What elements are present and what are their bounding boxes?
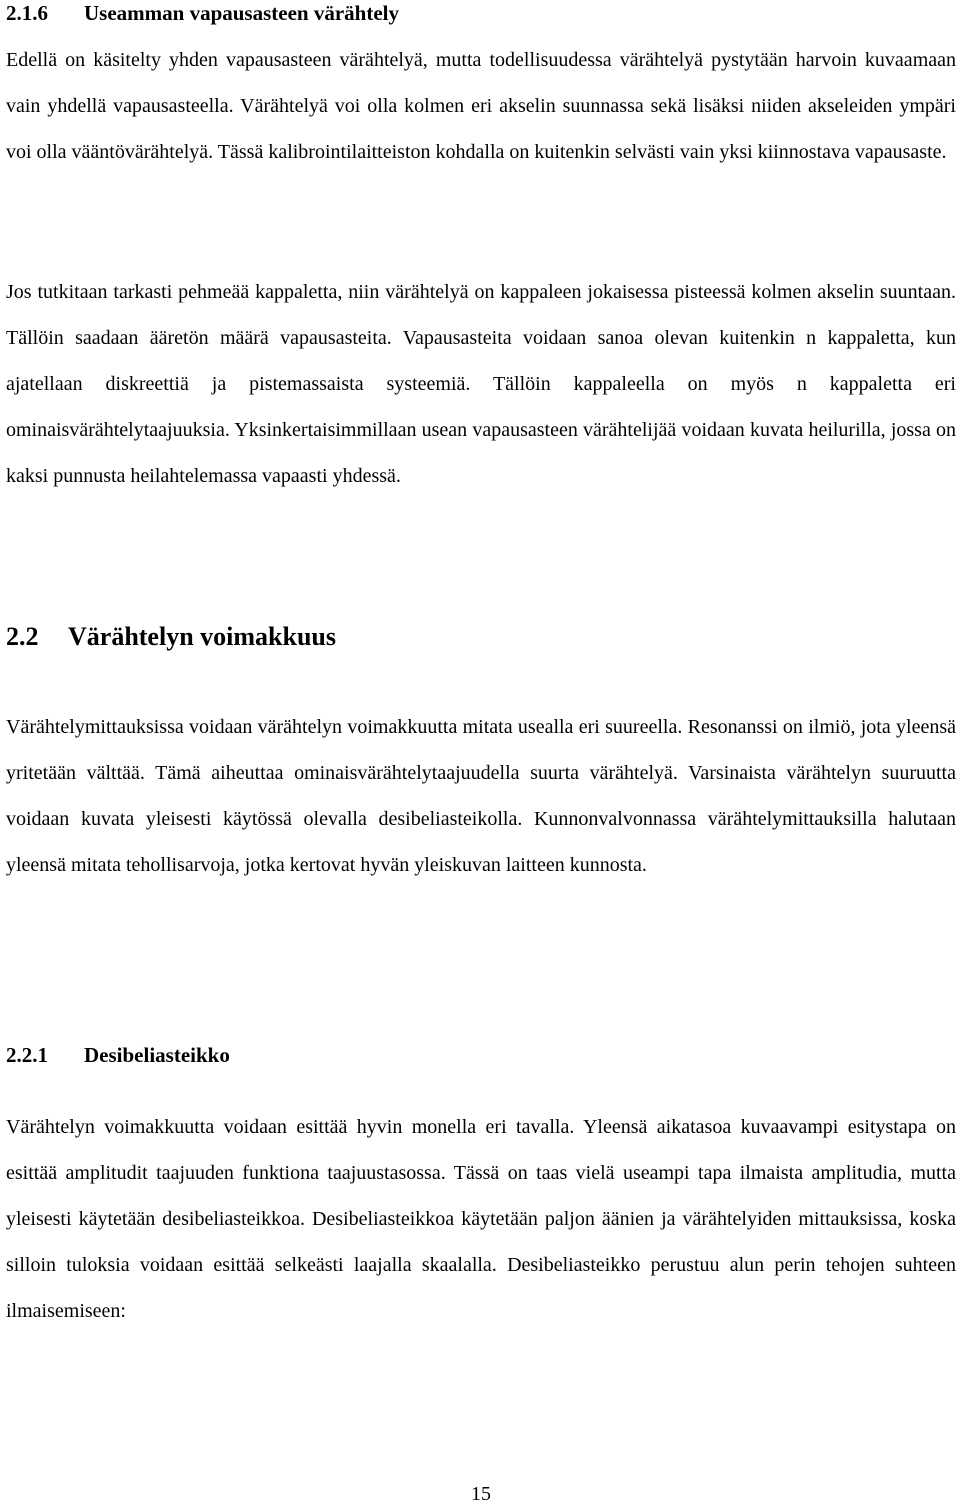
paragraph: Värähtelymittauksissa voidaan värähtelyn voimakkuutta mitata usealla eri suureella. Resonanssi on ilmiö, jota yleensä yritetään välttää. Tämä aiheuttaa ominaisvärähtelytaajuudella suurta värähtelyä. Varsinaista värähtelyn suuruutta voidaan kuvata yleisesti käytössä olevalla desibeliasteikolla. Kunnonvalvonnassa värähtelymittauksilla halutaan yleensä mitata tehollisarvoja, jotka kertovat hyvän yleiskuvan laitteen kunnosta. [6,716,956,876]
section-heading-2-2-1 [6,1043,230,1067]
section-heading-2-1-6 [6,1,399,25]
page-number: 15 [471,1483,491,1505]
document-page [6,0,956,1504]
paragraph: Värähtelyn voimakkuutta voidaan esittää hyvin monella eri tavalla. Yleensä aikatasoa kuvaavampi esitystapa on esittää amplitudit taajuuden funktiona taajuustasossa. Tässä on taas vielä useampi tapa ilmaista amplitudia, mutta yleisesti käytetään desibeliasteikkoa. Desibeliasteikkoa käytetään paljon äänien ja värähtelyiden mittauksissa, koska silloin tuloksia voidaan esittää selkeästi laajalla skaalalla. Desibeliasteikko perustuu alun perin tehojen suhteen ilmaisemiseen: [6,1116,956,1322]
section-number: 2.2 [6,622,39,651]
section-title: Värähtelyn voimakkuus [68,622,336,651]
paragraph: Edellä on käsitelty yhden vapausasteen värähtelyä, mutta todellisuudessa värähtelyä pystytään harvoin kuvaamaan vain yhdellä vapausasteella. Värähtelyä voi olla kolmen eri akselin suunnassa sekä lisäksi niiden akseleiden ympäri voi olla vääntövärähtelyä. Tässä kalibrointilaitteiston kohdalla on kuitenkin selvästi vain yksi kiinnostava vapausaste. [6,49,956,163]
section-number: 2.2.1 [6,1043,48,1067]
paragraph: Jos tutkitaan tarkasti pehmeää kappaletta, niin värähtelyä on kappaleen jokaisessa pisteessä kolmen akselin suuntaan. Tällöin saadaan ääretön määrä vapausasteita. Vapausasteita voidaan sanoa olevan kuitenkin n kappaletta, kun ajatellaan diskreettiä ja pistemassaista systeemiä. Tällöin kappaleella on myös n kappaletta eri ominaisvärähtelytaajuuksia. Yksinkertaisimmillaan usean vapausasteen värähtelijää voidaan kuvata heilurilla, jossa on kaksi punnusta heilahtelemassa vapaasti yhdessä. [6,281,956,487]
section-title: Useamman vapausasteen värähtely [84,1,399,25]
section-heading-2-2 [6,622,336,652]
section-title: Desibeliasteikko [84,1043,230,1067]
section-number: 2.1.6 [6,1,48,25]
